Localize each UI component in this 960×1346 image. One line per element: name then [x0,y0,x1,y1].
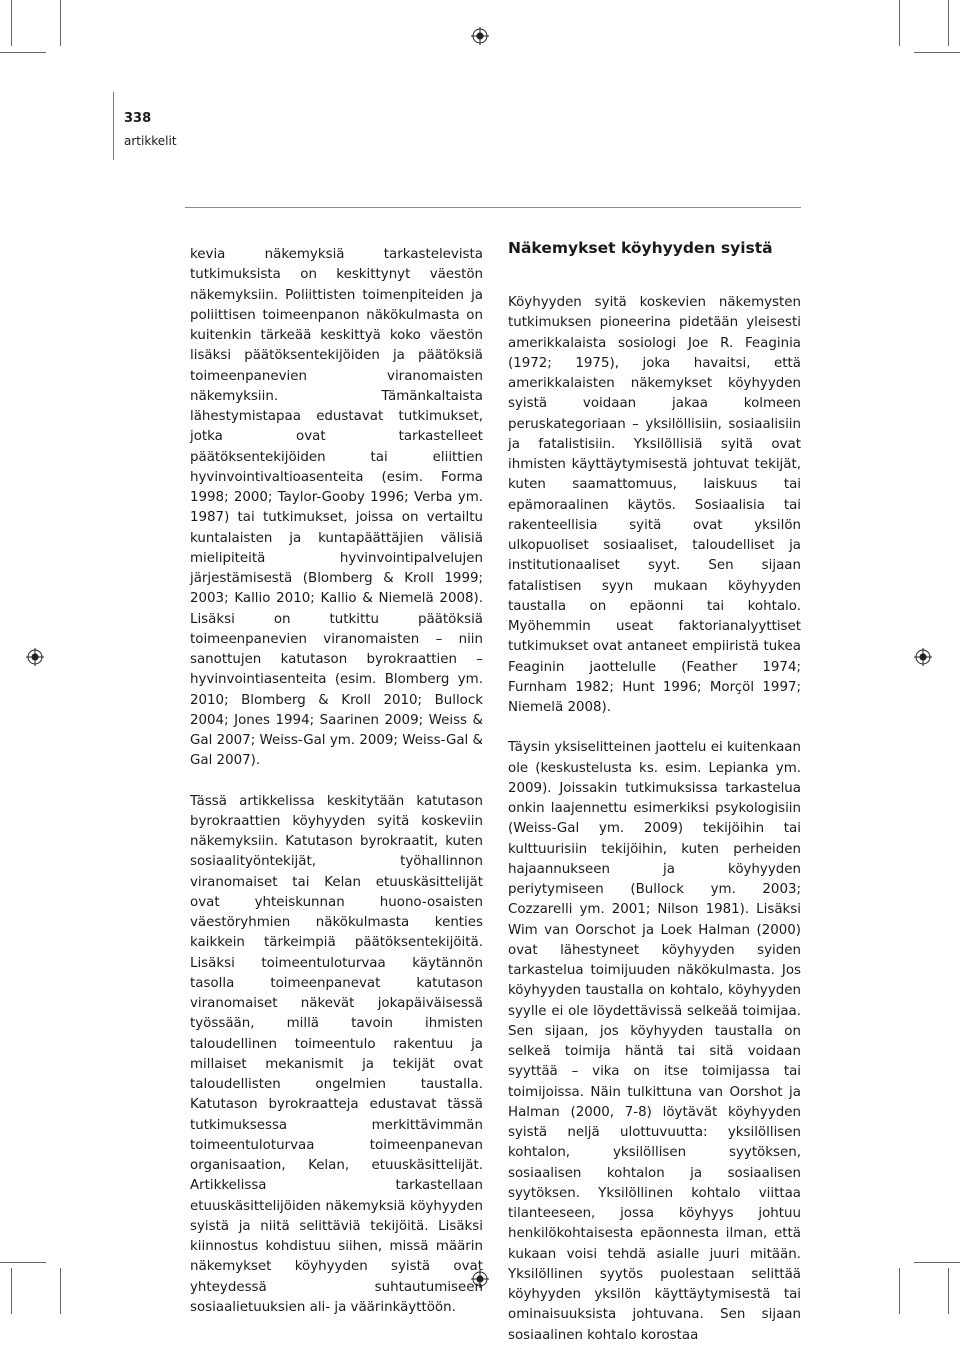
body-paragraph: Tässä artikkelissa keskitytään katutason byrokraattien köyhyyden syitä koskeviin näkemyksiin. Katutason byrokraatit, kuten sosiaalityöntekijät, työhallinnon viranomaiset tai Kelan etuuskäsittelijät ovat yhteiskunnan huono-osaisten väestöryhmien näkökulmasta kenties kaikkein tärkeimpiä päätöksentekijöitä. Lisäksi toimeentuloturvaa käytännön tasolla toimeenpanevat katutason viranomaiset näkevät jokapäiväisessä työssään, millä tavoin ihmisten taloudellinen toimeentulo rakentuu ja millaiset mekanismit ja tekijät ovat taloudellisten ongelmien taustalla. Katutason byrokraatteja edustavat tässä tutkimuksessa merkittävimmän toimeentuloturvaa toimeenpanevan organisaation, Kelan, etuuskäsittelijät. Artikkelissa tarkastellaan etuuskäsittelijöiden näkemyksiä köyhyyden syistä ja niitä selittäviä tekijöitä. Lisäksi kiinnostus kohdistuu siihen, missä määrin näkemykset köyhyyden syistä ovat yhteydessä suhtautumiseen sosiaalietuuksien ali- ja väärinkäyttöön. [190,793,483,1315]
crop-mark-bottom-right-3 [914,1262,960,1263]
crop-mark-top-right [899,0,900,46]
crop-mark-top-left-3 [0,52,46,53]
body-paragraph: Täysin yksiselitteinen jaottelu ei kuitenkaan ole (keskustelusta ks. esim. Lepianka ym. 2009). Joissakin tutkimuksissa tarkastelua onkin laajennettu esimerkiksi psykologisiin (Weiss-Gal ym. 2009) tekijöihin tai kulttuurisiin tekijöihin, kuten perheiden hajaannukseen ja köyhyyden periytymiseen (Bullock ym. 2003; Cozzarelli ym. 2001; Nilson 1981). Lisäksi Wim van Oorschot ja Loek Halman (2000) ovat lähestyneet köyhyyden syiden tarkastelua toimijuuden näkökulmasta. Jos köyhyyden taustalla on kohtalo, köyhyyden syylle ei ole löydettävissä selkeää toimijaa. Sen sijaan, jos köyhyyden taustalla on selkeä toimija häntä tai sitä voidaan syyttää – vika on itse toimijassa tai toimijoissa. Näin tulkittuna van Oorshot ja Halman (2000, 7-8) löytävät köyhyyden syistä neljä ulottuvuutta: yksilöllisen kohtalon, yksilöllisen syytöksen, sosiaalisen kohtalon ja sosiaalisen syytöksen. Yksilöllinen kohtalo viittaa tilanteeseen, jossa köyhyys johtuu henkilökohtaisesta epäonnesta ilman, että kukaan voisi tehdä asialle juuri mitään. Yksilöllinen syytös puolestaan selittää köyhyyden yksilön käyttäytymisestä tai ominaisuuksista johtuvana. Sen sijaan sosiaalinen kohtalo korostaa [508,740,801,1343]
right-column [508,238,801,1346]
crop-mark-top-left-2 [60,0,61,46]
section-heading: Näkemykset köyhyyden syistä [508,239,773,257]
header-side-rule [113,92,114,160]
crop-mark-top-right-2 [948,0,949,46]
crop-mark-bottom-right [899,1268,900,1314]
registration-mark-right-icon [914,648,932,666]
crop-mark-bottom-left-2 [60,1268,61,1314]
body-paragraph: kevia näkemyksiä tarkastelevista tutkimuksista on keskittynyt väestön näkemyksiin. Poliittisten toimenpiteiden ja poliittisen toimeenpanon näkökulmasta on kuitenkin tärkeää keskittyä koko väestön lisäksi päätöksentekijöiden ja päätöksiä toimeenpanevien viranomaisten näkemyksiin. Tämänkaltaista lähestymistapaa edustavat tutkimukset, jotka ovat tarkastelleet päätöksentekijöiden tai eliittien hyvinvointivaltioasenteita (esim. Forma 1998; 2000; Taylor-Gooby 1996; Verba ym. 1987) tai tutkimukset, joissa on vertailtu kuntalaisten ja kuntapäättäjien välisiä mielipiteitä hyvinvointipalvelujen järjestämisestä (Blomberg & Kroll 1999; 2003; Kallio 2010; Kallio & Niemelä 2008). Lisäksi on tutkittu päätöksiä toimeenpanevien viranomaisten – niin sanottujen katutason byrokraattien – hyvinvointiasenteita (esim. Blomberg ym. 2010; Blomberg & Kroll 2010; Bullock 2004; Jones 1994; Saarinen 2009; Weiss & Gal 2007; Weiss-Gal ym. 2009; Weiss-Gal & Gal 2007). [190,247,483,769]
crop-mark-top-left [11,0,12,46]
page-number: 338 [124,111,152,126]
left-column [190,245,483,1318]
registration-mark-left-icon [26,648,44,666]
crop-mark-top-right-3 [914,52,960,53]
section-label: artikkelit [124,134,177,148]
crop-mark-bottom-left [11,1268,12,1314]
header-rule [185,207,801,208]
body-paragraph: Köyhyyden syitä koskevien näkemysten tutkimuksen pioneerina pidetään yleisesti amerikkalaista sosiologi Joe R. Feaginia (1972; 1975), joka havaitsi, että amerikkalaisten näkemykset köyhyyden syistä voidaan jakaa kolmeen peruskategoriaan – yksilöllisiin, sosiaalisiin ja fatalistisiin. Yksilöllisiä syitä ovat ihmisten käyttäytymisestä johtuvat tekijät, kuten saamattomuus, laiskuus tai epämoraalinen käytös. Sosiaalisia tai rakenteellisia syitä ovat yksilön ulkopuoliset sosiaaliset, taloudelliset ja institutionaaliset syyt. Sen sijaan fatalistisen syyn mukaan köyhyyden taustalla on epäonni tai kohtalo. Myöhemmin useat faktorianalyyttiset tutkimukset ovat antaneet empiiristä tukea Feaginin jaottelulle (Feather 1974; Furnham 1982; Hunt 1996; Morçöl 1997; Niemelä 2008). [508,295,801,715]
crop-mark-bottom-left-3 [0,1262,46,1263]
crop-mark-bottom-right-2 [948,1268,949,1314]
registration-mark-top-icon [471,27,489,45]
